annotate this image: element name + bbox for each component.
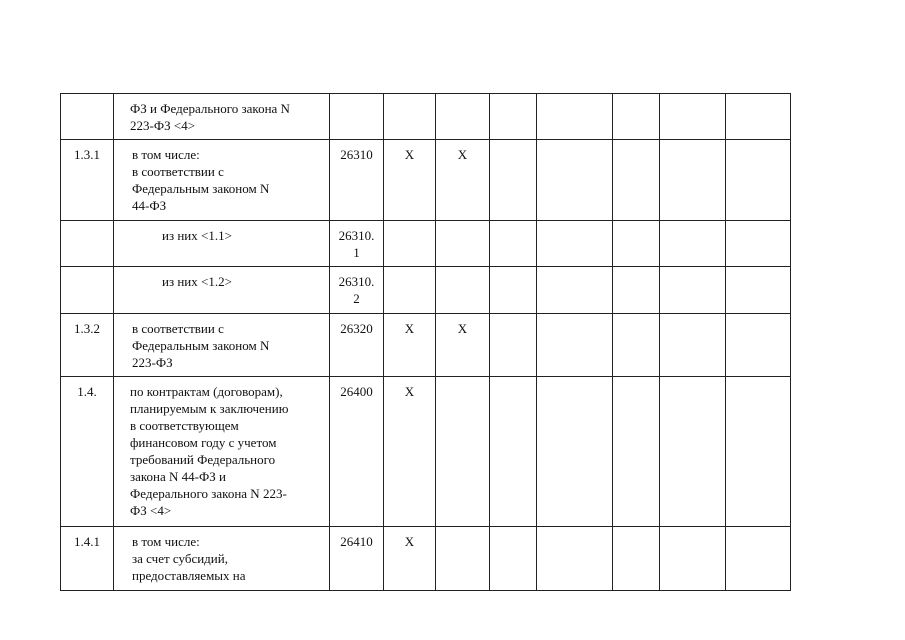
row-name-line: по контрактам (договорам), [130, 384, 283, 399]
row-code-line: 26310. [338, 274, 375, 289]
row-number [61, 94, 114, 140]
empty-cell [660, 221, 726, 267]
empty-cell [490, 314, 537, 377]
empty-cell [613, 377, 660, 527]
empty-cell [660, 94, 726, 140]
empty-cell [613, 267, 660, 314]
row-name-line: Федеральным законом N [132, 338, 270, 353]
row-name-line: Федерального закона N 223- [130, 486, 287, 501]
row-name-line: из них <1.1> [162, 228, 232, 243]
empty-cell [660, 314, 726, 377]
row-code-line: 2 [353, 291, 360, 306]
row-col5 [436, 267, 490, 314]
empty-cell [490, 221, 537, 267]
empty-cell [490, 94, 537, 140]
row-col4: X [384, 314, 436, 377]
row-code: 26400 [330, 377, 384, 527]
report-table [60, 93, 791, 591]
table-row [61, 94, 791, 140]
table-row [61, 221, 791, 267]
empty-cell [537, 221, 613, 267]
row-code: 26310 [330, 140, 384, 221]
row-name [114, 314, 330, 377]
empty-cell [726, 221, 791, 267]
row-number: 1.4.1 [61, 527, 114, 591]
row-name-line: предоставляемых на [132, 568, 246, 583]
row-col4: X [384, 377, 436, 527]
empty-cell [490, 377, 537, 527]
empty-cell [726, 314, 791, 377]
empty-cell [613, 94, 660, 140]
row-col4 [384, 94, 436, 140]
row-name [114, 527, 330, 591]
empty-cell [726, 267, 791, 314]
table-row [61, 527, 791, 591]
empty-cell [490, 140, 537, 221]
row-name-line: в том числе: [132, 147, 200, 162]
row-col5: X [436, 314, 490, 377]
row-col4: X [384, 140, 436, 221]
row-number: 1.4. [61, 377, 114, 527]
row-name [114, 377, 330, 527]
empty-cell [613, 527, 660, 591]
row-code: 26320 [330, 314, 384, 377]
empty-cell [726, 377, 791, 527]
row-code-line: 26310. [338, 228, 375, 243]
row-col4 [384, 221, 436, 267]
row-code-line: 1 [353, 245, 360, 260]
empty-cell [490, 527, 537, 591]
row-name [114, 221, 330, 267]
row-col5 [436, 527, 490, 591]
row-code [330, 94, 384, 140]
row-name-line: 223-ФЗ [132, 355, 173, 370]
row-name [114, 94, 330, 140]
empty-cell [537, 377, 613, 527]
empty-cell [537, 527, 613, 591]
empty-cell [537, 314, 613, 377]
row-col5: X [436, 140, 490, 221]
empty-cell [537, 267, 613, 314]
empty-cell [613, 221, 660, 267]
empty-cell [660, 140, 726, 221]
empty-cell [726, 527, 791, 591]
empty-cell [490, 267, 537, 314]
row-name-line: Федеральным законом N [132, 181, 270, 196]
table-row [61, 267, 791, 314]
row-name-line: 223-ФЗ <4> [130, 118, 196, 133]
row-name-line: в соответствующем [130, 418, 239, 433]
row-name-line: ФЗ и Федерального закона N [130, 101, 290, 116]
row-name-line: в соответствии с [132, 321, 224, 336]
table-row [61, 140, 791, 221]
row-name-line: ФЗ <4> [130, 503, 172, 518]
empty-cell [613, 314, 660, 377]
row-name-line: за счет субсидий, [132, 551, 228, 566]
row-name [114, 140, 330, 221]
empty-cell [660, 267, 726, 314]
empty-cell [660, 377, 726, 527]
row-col5 [436, 221, 490, 267]
row-name-line: в том числе: [132, 534, 200, 549]
empty-cell [613, 140, 660, 221]
row-name-line: планируемым к заключению [130, 401, 289, 416]
row-number [61, 221, 114, 267]
row-name-line: требований Федерального [130, 452, 276, 467]
row-name-line: закона N 44-ФЗ и [130, 469, 226, 484]
row-code [330, 267, 384, 314]
row-code [330, 221, 384, 267]
row-code: 26410 [330, 527, 384, 591]
table-row [61, 377, 791, 527]
row-number [61, 267, 114, 314]
row-col4 [384, 267, 436, 314]
row-number: 1.3.1 [61, 140, 114, 221]
row-name-line: в соответствии с [132, 164, 224, 179]
row-col4: X [384, 527, 436, 591]
row-name-line: финансовом году с учетом [130, 435, 277, 450]
empty-cell [726, 94, 791, 140]
row-col5 [436, 94, 490, 140]
row-name-line: 44-ФЗ [132, 198, 167, 213]
table-row [61, 314, 791, 377]
empty-cell [537, 140, 613, 221]
empty-cell [660, 527, 726, 591]
row-name [114, 267, 330, 314]
row-number: 1.3.2 [61, 314, 114, 377]
row-name-line: из них <1.2> [162, 274, 232, 289]
empty-cell [537, 94, 613, 140]
row-col5 [436, 377, 490, 527]
empty-cell [726, 140, 791, 221]
